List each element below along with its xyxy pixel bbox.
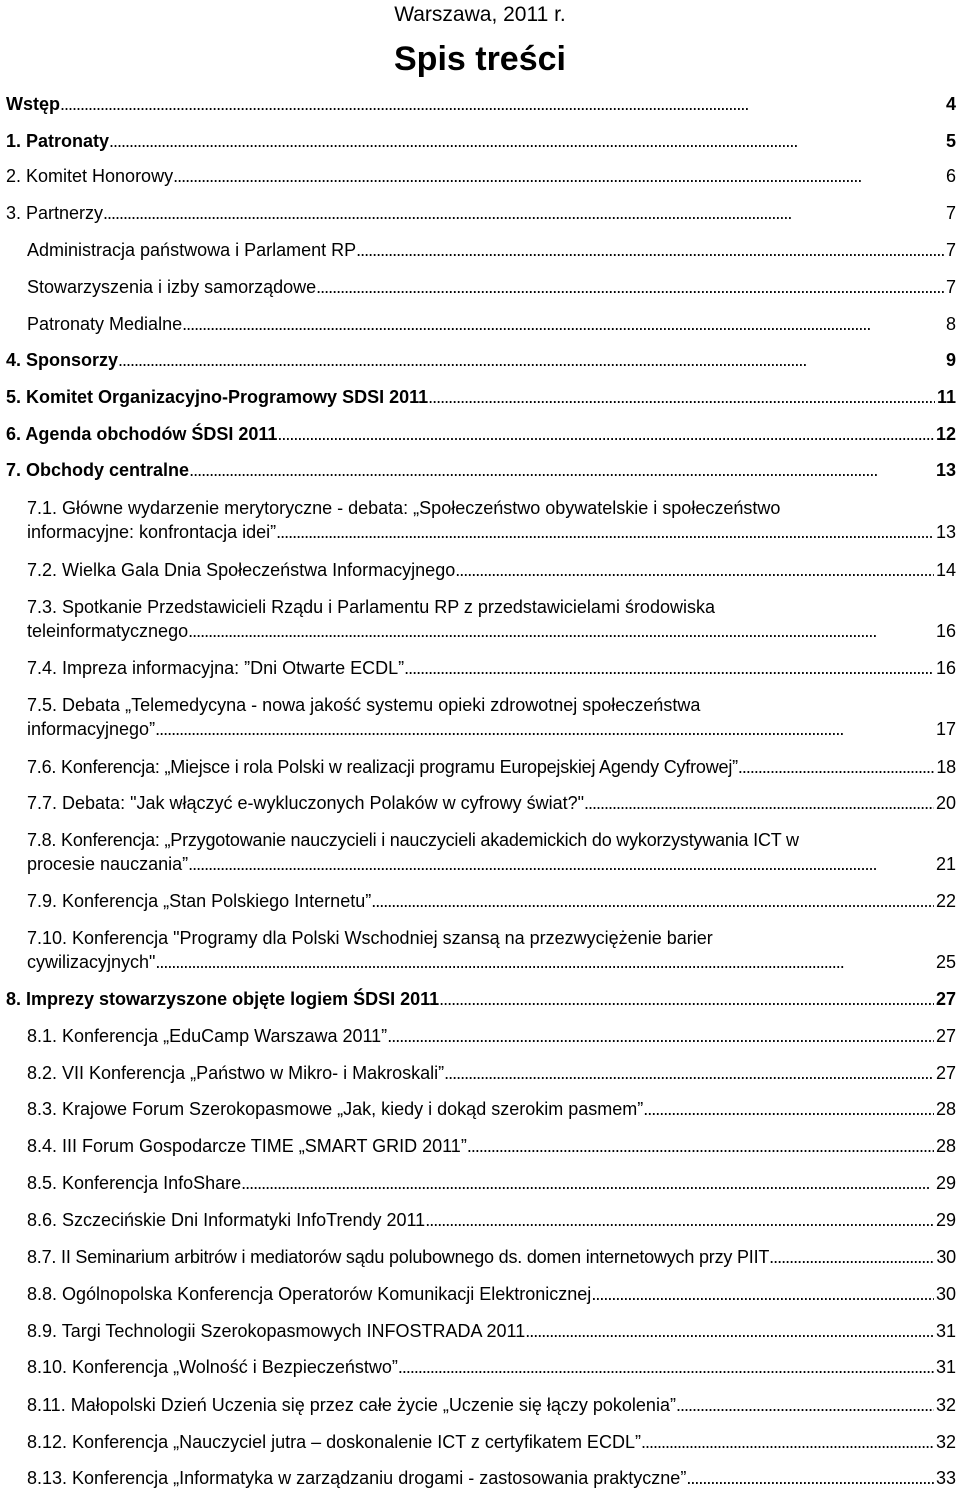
toc-entry-title: Patronaty Medialne: [27, 314, 183, 334]
dot-leader: [591, 1282, 934, 1306]
toc-entry-title: 8.4. III Forum Gospodarcze TIME „SMART GRID 2011”: [27, 1136, 467, 1156]
toc-entry-page: 29: [935, 1173, 956, 1193]
toc-entry[interactable]: [27, 1134, 956, 1158]
dot-leader: [173, 164, 944, 188]
dot-leader: [189, 458, 934, 482]
toc-entry-page: 31: [935, 1321, 956, 1341]
toc-entry-title: informacyjne: konfrontacja idei”: [27, 522, 277, 542]
toc-entry[interactable]: [27, 275, 956, 299]
toc-entry[interactable]: [6, 458, 956, 482]
page-title: Spis treści: [394, 40, 566, 78]
toc-entry-title: 7. Obchody centralne: [6, 460, 190, 480]
toc-entry[interactable]: [6, 987, 956, 1011]
toc-entry-page: 27: [935, 1063, 956, 1083]
toc-entry-title: 8.12. Konferencja „Nauczyciel jutra – doskonalenie ICT z certyfikatem ECDL”: [27, 1432, 641, 1452]
toc-entry[interactable]: [27, 1355, 956, 1379]
toc-entry[interactable]: [6, 422, 956, 446]
toc-entry-page: 7: [945, 240, 956, 260]
dot-leader: [425, 1208, 934, 1232]
toc-entry[interactable]: [27, 1282, 956, 1306]
toc-entry[interactable]: [27, 1430, 956, 1454]
document-date: Warszawa, 2011 r.: [394, 3, 566, 26]
dot-leader: [371, 889, 934, 913]
toc-entry-title-line1: 7.3. Spotkanie Przedstawicieli Rządu i Parlamentu RP z przedstawicielami środowiska: [27, 597, 715, 617]
toc-entry-title: 3. Partnerzy: [6, 203, 104, 223]
toc-entry-page: 16: [935, 658, 956, 678]
toc-entry[interactable]: [27, 312, 956, 336]
toc-entry-page: 27: [935, 989, 956, 1009]
toc-entry-page: 5: [945, 131, 956, 151]
dot-leader: [455, 558, 934, 582]
toc-entry-title: 8.2. VII Konferencja „Państwo w Mikro- i Makroskali”: [27, 1063, 445, 1083]
toc-entry[interactable]: [27, 1245, 956, 1269]
toc-entry[interactable]: [27, 889, 956, 913]
dot-leader: [444, 1061, 934, 1085]
dot-leader: [60, 92, 944, 116]
toc-entry-title: 8. Imprezy stowarzyszone objęte logiem ŚDSI 2011: [6, 989, 440, 1009]
toc-entry-title: 7.4. Impreza informacyjna: ”Dni Otwarte ECDL”: [27, 658, 405, 678]
toc-entry-page: 33: [935, 1468, 956, 1488]
toc-entry-page: 14: [935, 560, 956, 580]
toc-entry-title: 6. Agenda obchodów ŚDSI 2011: [6, 424, 278, 444]
dot-leader: [155, 717, 934, 741]
dot-leader: [467, 1134, 934, 1158]
toc-entry-title: Administracja państwowa i Parlament RP: [27, 240, 357, 260]
toc-entry[interactable]: [27, 828, 956, 876]
toc-entry-title: 8.7. II Seminarium arbitrów i mediatorów sądu polubownego ds. domen internetowych przy PIIT: [27, 1247, 770, 1267]
toc-entry-page: 28: [935, 1099, 956, 1119]
dot-leader: [356, 238, 944, 262]
toc-entry[interactable]: [6, 201, 956, 225]
toc-entry-page: 18: [936, 757, 956, 777]
toc-entry[interactable]: [27, 1466, 956, 1490]
toc-entry[interactable]: [27, 1393, 956, 1417]
toc-entry-page: 9: [945, 350, 956, 370]
toc-entry[interactable]: [27, 1208, 956, 1232]
toc-entry[interactable]: [27, 693, 956, 741]
toc-entry-page: 28: [935, 1136, 956, 1156]
dot-leader: [241, 1171, 934, 1195]
toc-entry[interactable]: [27, 755, 956, 779]
toc-entry-title-line1: 7.1. Główne wydarzenie merytoryczne - debata: „Społeczeństwo obywatelskie i społeczeństwo: [27, 498, 781, 518]
toc-entry-page: 6: [945, 166, 956, 186]
toc-entry-title: 8.5. Konferencja InfoShare: [27, 1173, 242, 1193]
toc-entry-title: 8.8. Ogólnopolska Konferencja Operatorów Komunikacji Elektronicznej: [27, 1284, 592, 1304]
toc-entry-title: 8.11. Małopolski Dzień Uczenia się przez całe życie „Uczenie się łączy pokolenia”: [27, 1395, 676, 1415]
dot-leader: [769, 1245, 934, 1269]
toc-entry-page: 30: [935, 1284, 956, 1304]
toc-entry[interactable]: [27, 1319, 956, 1343]
dot-leader: [188, 852, 934, 876]
toc-entry-page: 32: [935, 1395, 956, 1415]
dot-leader: [404, 656, 934, 680]
toc-entry-title: 8.1. Konferencja „EduCamp Warszawa 2011”: [27, 1026, 388, 1046]
toc-entry-page: 32: [935, 1432, 956, 1452]
toc-entry-title: 5. Komitet Organizacyjno-Programowy SDSI 2011: [6, 387, 429, 407]
toc-entry-page: 11: [936, 387, 956, 407]
toc-entry[interactable]: [27, 926, 956, 974]
toc-entry[interactable]: [6, 164, 956, 188]
dot-leader: [155, 950, 934, 974]
dot-leader: [182, 312, 944, 336]
toc-entry[interactable]: [27, 238, 956, 262]
dot-leader: [387, 1024, 934, 1048]
toc-entry-page: 30: [936, 1247, 956, 1267]
toc-entry-title: cywilizacyjnych": [27, 952, 156, 972]
dot-leader: [641, 1430, 934, 1454]
toc-entry-page: 4: [945, 94, 956, 114]
toc-entry[interactable]: [27, 595, 956, 643]
dot-leader: [428, 385, 935, 409]
dot-leader: [103, 201, 944, 225]
toc-entry-page: 27: [935, 1026, 956, 1046]
toc-entry-title: procesie nauczania”: [27, 854, 189, 874]
dot-leader: [118, 348, 944, 372]
toc-entry-title: 7.6. Konferencja: „Miejsce i rola Polski w realizacji programu Europejskiej Agendy Cyfrowej”: [27, 757, 738, 777]
dot-leader: [316, 275, 944, 299]
toc-entry-title: Wstęp: [6, 94, 60, 114]
toc-entry-title-line1: 7.8. Konferencja: „Przygotowanie nauczycieli i nauczycieli akademickich do wykorzystywania ICT w: [27, 830, 799, 850]
toc-entry-page: 12: [935, 424, 956, 444]
toc-entry-title-line1: 7.10. Konferencja "Programy dla Polski Wschodniej szansą na przezwyciężenie barier: [27, 928, 713, 948]
toc-entry-page: 7: [945, 203, 956, 223]
toc-entry-title: 7.2. Wielka Gala Dnia Społeczeństwa Informacyjnego: [27, 560, 456, 580]
toc-entry-page: 31: [935, 1357, 956, 1377]
toc-entry-title: 8.9. Targi Technologii Szerokopasmowych INFOSTRADA 2011: [27, 1321, 526, 1341]
toc-entry-title: 7.7. Debata: "Jak włączyć e-wykluczonych Polaków w cyfrowy świat?": [27, 793, 584, 813]
toc-entry[interactable]: [6, 348, 956, 372]
toc-entry[interactable]: [27, 791, 956, 815]
dot-leader: [686, 1466, 934, 1490]
toc-entry-title: 8.6. Szczecińskie Dni Informatyki InfoTrendy 2011: [27, 1210, 426, 1230]
dot-leader: [439, 987, 934, 1011]
toc-entry-page: 22: [935, 891, 956, 911]
toc-entry-page: 17: [935, 719, 956, 739]
toc-entry-title: 4. Sponsorzy: [6, 350, 119, 370]
dot-leader: [398, 1355, 934, 1379]
dot-leader: [584, 791, 934, 815]
toc-entry-page: 16: [935, 621, 956, 641]
dot-leader: [109, 129, 944, 153]
toc-entry-page: 13: [935, 460, 956, 480]
toc-entry-title: 7.9. Konferencja „Stan Polskiego Internetu”: [27, 891, 372, 911]
toc-entry[interactable]: [27, 1024, 956, 1048]
toc-entry-title: 8.3. Krajowe Forum Szerokopasmowe „Jak, kiedy i dokąd szerokim pasmem”: [27, 1099, 644, 1119]
toc-entry-page: 7: [945, 277, 956, 297]
toc-entry-title: 8.10. Konferencja „Wolność i Bezpieczeństwo”: [27, 1357, 398, 1377]
dot-leader: [525, 1319, 934, 1343]
toc-entry-page: 21: [935, 854, 956, 874]
dot-leader: [643, 1097, 934, 1121]
toc-entry-page: 29: [935, 1210, 956, 1230]
toc-entry[interactable]: [27, 1097, 956, 1121]
toc-entry[interactable]: [6, 385, 956, 409]
toc-entry[interactable]: [27, 656, 956, 680]
toc-entry-page: 25: [935, 952, 956, 972]
toc-entry[interactable]: [27, 1061, 956, 1085]
toc-entry[interactable]: [6, 129, 956, 153]
toc-entry-title-line1: 7.5. Debata „Telemedycyna - nowa jakość systemu opieki zdrowotnej społeczeństwa: [27, 695, 701, 715]
toc-entry-title: teleinformatycznego: [27, 621, 189, 641]
dot-leader: [676, 1393, 934, 1417]
toc-entry[interactable]: [27, 496, 956, 544]
dot-leader: [188, 619, 934, 643]
toc-entry-page: 8: [945, 314, 956, 334]
toc-entry-page: 20: [935, 793, 956, 813]
toc-entry-title: 1. Patronaty: [6, 131, 110, 151]
toc-entry-title: 8.13. Konferencja „Informatyka w zarządzaniu drogami - zastosowania praktyczne”: [27, 1468, 687, 1488]
toc-entry[interactable]: [27, 558, 956, 582]
toc-entry[interactable]: [6, 92, 956, 116]
toc-entry-title: informacyjnego”: [27, 719, 156, 739]
dot-leader: [276, 520, 934, 544]
dot-leader: [277, 422, 934, 446]
toc-entry[interactable]: [27, 1171, 956, 1195]
dot-leader: [738, 755, 934, 779]
toc-entry-title: Stowarzyszenia i izby samorządowe: [27, 277, 317, 297]
toc-entry-title: 2. Komitet Honorowy: [6, 166, 174, 186]
toc-entry-page: 13: [935, 522, 956, 542]
